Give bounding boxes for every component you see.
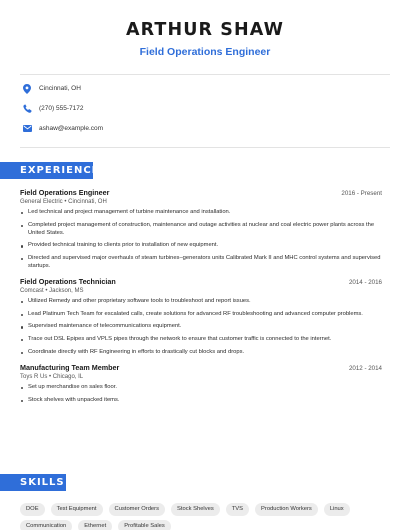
job-dates: 2012 - 2014: [348, 364, 382, 372]
skill-chip: Customer Orders: [109, 503, 165, 516]
phone-icon: [22, 104, 32, 114]
job-entry: [20, 363, 382, 405]
phone-text: (270) 555-7172: [39, 105, 84, 112]
job-dates: 2016 - Present: [341, 190, 382, 197]
job-title: Field Operations Engineer: [20, 188, 110, 197]
job-company: General Electric • Cincinnati, OH: [20, 199, 107, 205]
experience-list: [20, 188, 382, 410]
location-pin-icon: [22, 84, 32, 94]
job-company: Comcast • Jackson, MS: [20, 287, 84, 294]
job-entry: [20, 188, 382, 271]
skill-chip: Profitable Sales: [118, 520, 171, 530]
contact-email[interactable]: [22, 124, 103, 133]
job-bullets: [20, 384, 382, 405]
divider: [20, 74, 390, 75]
experience-heading: EXPERIENCE: [0, 162, 93, 179]
contact-phone: [22, 104, 103, 113]
job-bullets: [20, 298, 382, 357]
job-bullet: Set up merchandise on sales floor.: [20, 384, 382, 392]
location-text: Cincinnati, OH: [39, 85, 81, 92]
mail-icon: [22, 124, 32, 134]
resume-header: [0, 0, 410, 58]
skill-chip: Communication: [20, 520, 72, 530]
job-bullet: Led technical and project management of turbine maintenance and installation.: [20, 209, 382, 217]
job-bullet: Coordinate directly with RF Engineering in efforts to drastically cut blocks and drops.: [20, 349, 382, 357]
job-bullet: Trace out DSL Epipes and VPLS pipes through the network to ensure that customer traffic is connected to the internet.: [20, 336, 382, 344]
job-title: Manufacturing Team Member: [20, 362, 120, 372]
job-bullet: Completed project management of construction, maintenance and outage activities at nuclear and coal electric power plants across the United States.: [20, 222, 382, 238]
job-bullet: Utilized Remedy and other proprietary software tools to troubleshoot and report issues.: [20, 298, 382, 306]
contact-location: [22, 84, 103, 93]
skill-chip: Stock Shelves: [171, 503, 220, 516]
skills-list: [20, 503, 396, 530]
skill-chip: Linux: [324, 503, 350, 516]
job-bullet: Stock shelves with unpacked items.: [20, 397, 382, 405]
job-bullet: Supervised maintenance of telecommunications equipment.: [20, 323, 382, 331]
skills-heading: SKILLS: [0, 474, 66, 491]
skill-chip: Ethernet: [78, 520, 112, 530]
candidate-title: Field Operations Engineer: [139, 46, 271, 58]
job-entry: [20, 277, 382, 357]
skill-chip: DOE: [20, 503, 45, 516]
skill-chip: Test Equipment: [51, 503, 103, 516]
job-bullets: [20, 209, 382, 271]
skill-chip: TVS: [226, 503, 249, 516]
job-bullet: Directed and supervised major overhauls of steam turbines–generators units Calibrated Mark II and MHC control systems and supervised startups.: [20, 255, 382, 271]
job-bullet: Provided technical training to clients prior to installation of new equipment.: [20, 242, 382, 250]
skill-chip: Production Workers: [255, 503, 318, 516]
divider: [20, 147, 390, 148]
job-title: Field Operations Technician: [20, 276, 116, 286]
job-dates: 2014 - 2016: [348, 278, 382, 286]
candidate-name: ARTHUR SHAW: [125, 20, 284, 40]
job-company: Toys R Us • Chicago, IL: [20, 373, 84, 380]
email-link[interactable]: ashaw@example.com: [39, 125, 104, 132]
job-bullet: Lead Platinum Tech Team for escalated calls, create solutions for advanced RF troubleshooting and advanced computer problems.: [20, 311, 382, 319]
contact-info: [22, 84, 103, 144]
